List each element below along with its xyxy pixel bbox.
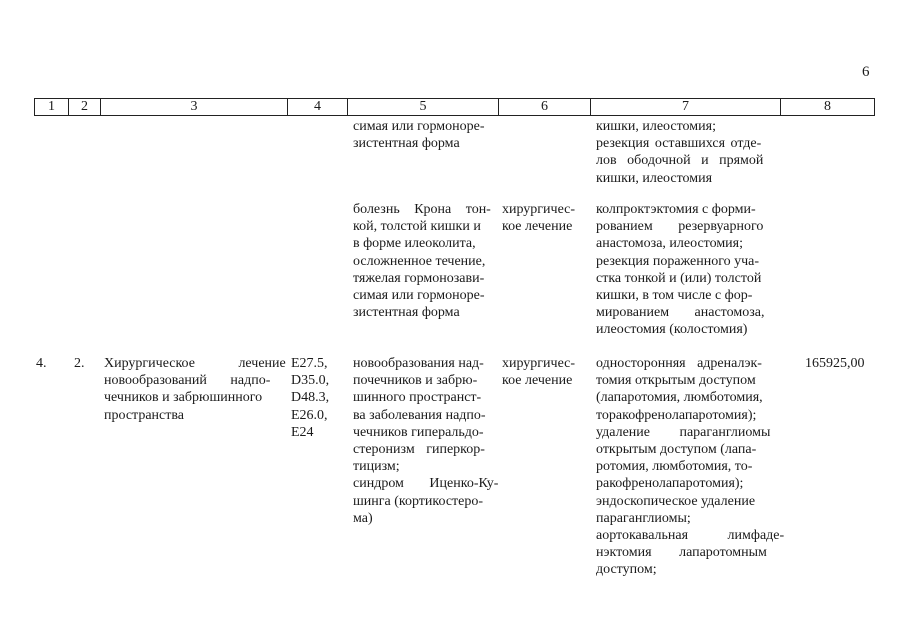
text-line: эндоскопическое удаление [596,493,756,509]
text-line: односторонняя адреналэк- [596,356,762,371]
row-number: 4. [36,356,47,371]
text-line: (лапаротомия, люмботомия, [596,390,763,406]
text-line: шинга (кортикостеро- [353,493,484,509]
text-line: симая или гормоноре- [353,288,485,304]
text-line: стка тонкой и (или) толстой [596,270,762,286]
text-line: анастомоза, илеостомия; [596,236,744,252]
block3-method [596,355,785,579]
text-line: синдром Иценко-Ку- [353,476,499,492]
text-line: зистентная форма [353,136,460,152]
text-line: илеостомия (колостомия) [596,322,748,338]
block2-method [596,201,779,339]
block1-diagnosis [353,118,497,152]
text-line: E27.5, [291,356,328,371]
header-col-8: 8 [781,98,875,116]
text-line: D35.0, [291,373,330,389]
text-line: зистентная форма [353,305,460,321]
text-line: E24 [291,424,314,440]
text-line: кишки, илеостомия [596,170,713,186]
header-col-7: 7 [591,98,781,116]
text-line: почечников и забрю- [353,373,478,389]
text-line: кишки, в том числе с фор- [596,288,753,304]
text-line: кое лечение [502,373,573,389]
text-line: открытым доступом (лапа- [596,442,757,458]
text-line: кое лечение [502,219,573,235]
text-line: нэктомия лапаротомным [596,545,767,561]
text-line: чечников гиперальдо- [353,424,484,440]
block2-diagnosis [353,201,497,321]
text-line: новообразования над- [353,356,484,371]
text-line: хирургичес- [502,202,576,217]
text-line: ракофренолапаротомия); [596,476,744,492]
block3-diagnosis [353,355,497,527]
block1-method [596,118,779,187]
text-line: стеронизм гиперкор- [353,442,485,458]
text-line: чечников и забрюшинного [104,390,263,406]
text-line: шинного пространст- [353,390,482,406]
block3-profile [104,355,285,424]
text-line: в форме илеоколита, [353,236,476,252]
text-line: параганглиомы; [596,510,691,526]
sub-number: 2. [74,356,85,371]
block3-treatment-type [502,355,590,389]
text-line: доступом; [596,562,657,578]
text-line: Хирургическое лечение [104,356,286,371]
text-line: пространства [104,407,185,423]
text-line: резекция пораженного уча- [596,253,760,269]
text-line: резекция оставшихся отде- [596,136,762,152]
text-line: лов ободочной и прямой [596,153,764,169]
text-line: симая или гормоноре- [353,119,485,134]
header-col-3: 3 [101,98,288,116]
block3-cost: 165925,00 [805,356,865,371]
header-col-4: 4 [288,98,348,116]
text-line: ма) [353,510,373,526]
text-line: аортокавальная лимфаде- [596,528,785,544]
text-line: тяжелая гормонозави- [353,270,485,286]
text-line: тицизм; [353,459,400,475]
text-line: E26.0, [291,407,328,423]
header-col-5: 5 [348,98,499,116]
block3-icd-codes [291,355,347,441]
text-line: мированием анастомоза, [596,305,765,321]
text-line: кишки, илеостомия; [596,119,716,134]
text-line: удаление параганглиомы [596,424,771,440]
text-line: томия открытым доступом [596,373,756,389]
text-line: осложненное течение, [353,253,486,269]
text-line: болезнь Крона тон- [353,202,491,217]
header-col-2: 2 [69,98,101,116]
block2-treatment-type [502,201,590,235]
page-number: 6 [862,64,870,80]
text-line: колпроктэктомия с форми- [596,202,756,217]
text-line: новообразований надпо- [104,373,271,389]
text-line: хирургичес- [502,356,576,371]
text-line: ротомия, люмботомия, то- [596,459,753,475]
header-col-6: 6 [499,98,591,116]
text-line: D48.3, [291,390,330,406]
header-col-1: 1 [34,98,69,116]
text-line: рованием резервуарного [596,219,764,235]
text-line: кой, толстой кишки и [353,219,481,235]
text-line: ва заболевания надпо- [353,407,486,423]
text-line: торакофренолапаротомия); [596,407,757,423]
